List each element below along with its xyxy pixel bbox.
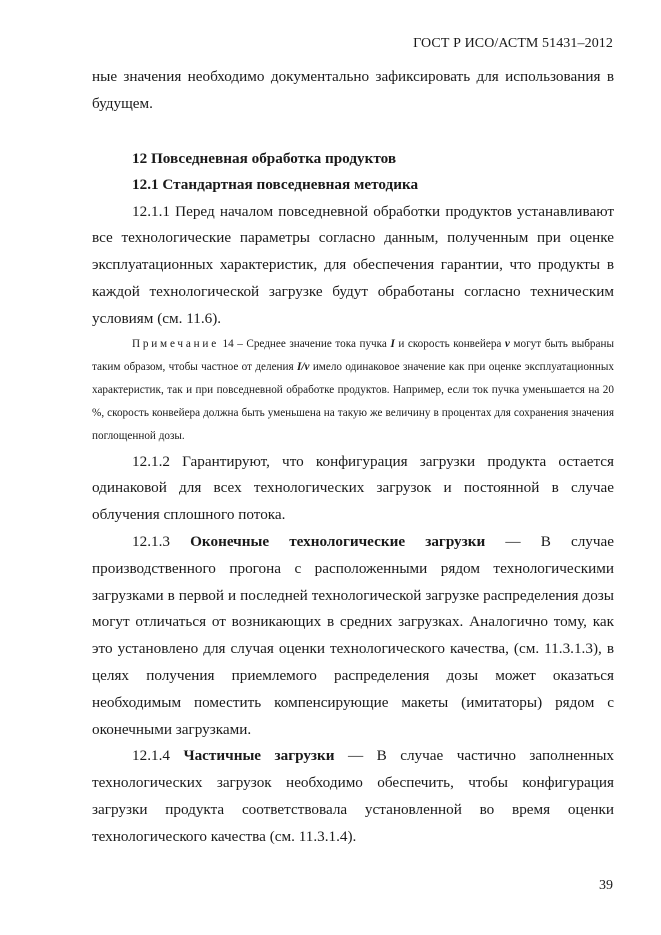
section-spacer [92, 118, 614, 146]
subsection-heading: 12.1 Стандартная повседневная методика [132, 176, 419, 194]
note-text-d: имело одинаковое значение как при оценке эксплуатационных характеристик, так и при повседневной обработке продуктов. Например, если ток пучка уменьшается на 20 %, скорость конвейера должна быть уменьшена на такую же величину в процентах для сохранения значения поглощенной дозы. [92, 360, 615, 443]
note-var-v: v [504, 337, 510, 350]
paragraph-12-1-2: 12.1.2 Гарантируют, что конфигурация загрузки продукта остается одинаковой для всех технологических загрузок и постоянной в случае облучения сплошного потока. [92, 452, 614, 524]
page-body [92, 64, 614, 851]
paragraph-12-1-1: 12.1.1 Перед началом повседневной обработки продуктов устанавливают все технологические параметры согласно данным, полученным при оценке эксплуатационных характеристик, для обеспечения гарантии, что продукты в каждой технологической загрузке будут обработаны согласно техническим условиям (см. 11.6). [92, 202, 614, 327]
clause-number: 12.1.3 [132, 532, 191, 550]
paragraph-12-1-4 [92, 743, 614, 850]
paragraph-12-1-3 [92, 529, 614, 743]
clause-number: 12.1.4 [132, 747, 184, 765]
note-ratio: I/v [297, 360, 310, 373]
note-14 [92, 333, 614, 449]
clause-bold-title: Оконечные технологические загрузки [190, 532, 486, 550]
note-label: Примечание [132, 337, 219, 350]
note-text-c: могут быть выбраны таким образом, чтобы частное от деления [92, 337, 614, 373]
note-text-b: и скорость конвейера [394, 337, 505, 350]
note-var-i: I [390, 337, 395, 350]
section-heading: 12 Повседневная обработка продуктов [132, 149, 397, 167]
note-text-a: 14 – Среднее значение тока пучка [218, 337, 391, 350]
intro-paragraph: ные значения необходимо документально зафиксировать для использования в будущем. [92, 68, 614, 112]
clause-text: — В случае производственного прогона с расположенными рядом технологическими загрузками в первой и последней технологической загрузке распределения дозы могут отличаться от возникающих в средних загрузках. Аналогично тому, как это установлено для случая оценки технологического качества, (см. 11.3.1.3), в целях получения приемлемого распределения дозы может оказаться необходимым поместить компенсирующие макеты (имитаторы) рядом с оконечными загрузками. [92, 532, 614, 738]
page-number: 39 [599, 878, 613, 893]
document-code-header: ГОСТ Р ИСО/АСТМ 51431–2012 [413, 36, 613, 51]
clause-bold-title: Частичные загрузки [183, 747, 335, 765]
clause-text: — В случае частично заполненных технологических загрузок необходимо обеспечить, чтобы конфигурация загрузки продукта соответствовала установленной во время оценки технологического качества (см. 11.3.1.4). [92, 747, 614, 845]
